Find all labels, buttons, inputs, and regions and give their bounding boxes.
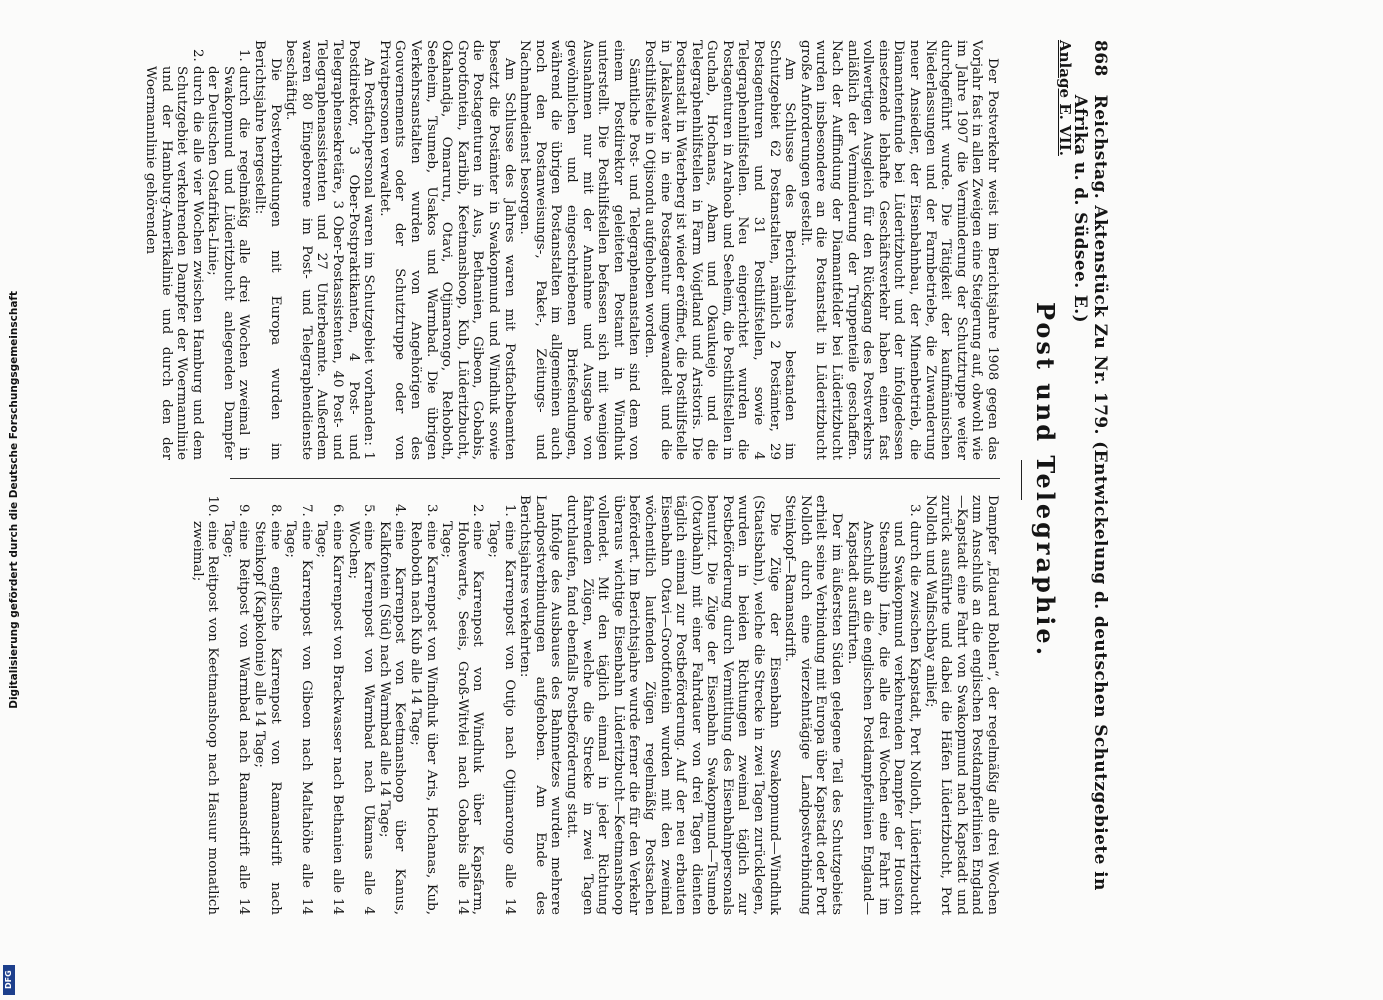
paragraph: Die Züge der Eisenbahn Swakopmund—Windhuk (Staatsbahn), welche die Strecke in zwei Tagen zurücklegen, wurden in beiden Richtungen zweimal täglich zur Postbeförderung durch Vermittlung des Eisenbahnpersonals benutzt. Die Züge der Eisenbahn Swakopmund—Tsumeb (Otavibahn) mit einer Fahrdauer von drei Tagen dienten täglich einmal zur Postbeförderung. Auf der neu erbauten Eisenbahn Otavi—Grootfontein wurden mit den zweimal wöchentlich laufenden Zügen regelmäßig Postsachen befördert. Im Berichtsjahre wurde ferner die für den Verkehr überaus wichtige Eisenbahn Lüderitzbucht—Keetmanshoop vollendet. Mit den täglich einmal in jeder Richtung fahrenden Zügen, welche die Strecke in zwei Tagen durchlaufen, fand ebenfalls Postbeförderung statt. [563,495,782,915]
running-head [1070,40,1110,920]
paragraph: Die Postverbindungen mit Europa wurden im Berichtsjahre hergestellt: [252,40,283,460]
mail-connection-list [142,40,251,460]
list-item: 3. durch die zwischen Kapstadt, Port Nolloth, Lüderitzbucht und Swakopmund verkehrenden Dampfer der Houston Steamship Line, die alle drei Wochen eine Fahrt im Anschluß an die englischen Postdampferlinien England—Kapstadt ausführten. [844,521,922,915]
column-divider [230,478,1000,479]
list-item: 7. eine Karrenpost von Gibeon nach Maltahöhe alle 14 Tage; [283,521,314,915]
land-post-list [189,495,516,915]
list-item: 5. eine Karrenpost von Warmbad nach Ukamas alle 4 Wochen; [345,521,376,915]
list-item: 3. eine Karrenpost von Windhuk über Aris, Hochanas, Kub, Rehoboth nach Kub alle 14 Tage; [407,521,438,915]
document-page [70,20,1110,940]
annex-label: Anlage E. VII. [1056,40,1074,156]
mail-connection-list-continued [844,495,922,915]
paragraph: An Postfachpersonal waren im Schutzgebiet vorhanden: 1 Postdirektor, 3 Ober-Postpraktikanten, 4 Post- und Telegraphensekretäre, 3 Ober-Postassistenten, 40 Post- und Telegraphenassistenten und 27 Unterbeamte. Außerdem waren 80 Eingeborene im Post- und Telegraphendienste beschäftigt. [283,40,377,460]
title-rule [1021,460,1022,500]
list-item: 2. durch die alle vier Wochen zwischen Hamburg und dem Schutzgebiet verkehrenden Dampfer der Woermannlinie und der Hamburg-Amerikalinie und durch den der Woermannlinie gehörenden [142,66,204,460]
list-item: 1. durch die regelmäßig alle drei Wochen zweimal in Swakopmund und Lüderitzbucht anlegenden Dampfer der Deutschen Ostafrika-Linie; [205,66,252,460]
section-title: Post und Telegraphie. [1031,301,1060,659]
paragraph: Der im äußersten Süden gelegene Teil des Schutzgebiets erhielt seine Verbindung mit Europa über Kapstadt oder Port Nolloth durch eine vierzehntägige Landpostverbindung Steinkopf—Ramansdrift. [782,495,845,915]
list-item: 10. eine Reitpost von Keetmanshoop nach Hasuur monatlich zweimal; [189,521,220,915]
paragraph: Sämtliche Post- und Telegraphenanstalten sind dem von einem Postdirektor geleiteten Postamt in Windhuk unterstellt. Die Posthilfstellen befassen sich mit wenigen Ausnahmen nur mit der Annahme und Ausgabe von gewöhnlichen und eingeschriebenen Briefsendungen, während die übrigen Postanstalten im allgemeinen auch noch den Postanweisungs-, Paket-, Zeitungs- und Nachnahmedienst besorgen. [517,40,642,460]
digitization-credit [4,0,24,1000]
page-number: 868 [1090,40,1110,77]
list-item: 1. eine Karrenpost von Outjo nach Otjimarongo alle 14 Tage; [485,521,516,915]
paragraph-continuation: Dampfer „Eduard Bohlen“, der regelmäßig alle drei Wochen zum Anschluß an die englischen Postdampferlinien England—Kapstadt eine Fahrt von Swakopmund nach Kapstadt und zurück ausführte und dabei die Häfen Lüderitzbucht, Port Nolloth und Walfischbay anlief; [922,495,1000,915]
paragraph: Der Postverkehr weist im Berichtsjahre 1908 gegen das Vorjahr fast in allen Zweigen eine Steigerung auf, obwohl wie im Jahre 1907 die Verminderung der Schutztruppe weiter durchgeführt wurde. Die Tätigkeit der kaufmännischen Niederlassungen und der Farmbetriebe, die Zuwanderung neuer Ansiedler, der Eisenbahnbau, der Minenbetrieb, die Diamantenfunde bei Lüderitzbucht und der infolgedessen einsetzende lebhafte Geschäftsverkehr haben einen fast vollwertigen Ausgleich für den Rückgang des Postverkehrs anläßlich der Verminderung der Truppenteile geschaffen. Nach der Auffindung der Diamantfelder bei Lüderitzbucht wurden insbesondere an die Postanstalt in Lüderitzbucht große Anforderungen gestellt. [797,40,1000,460]
list-item: 9. eine Reitpost von Warmbad nach Ramansdrift alle 14 Tage; [220,521,251,915]
running-title: Reichstag. Aktenstück Zu Nr. 179. (Entwickelung d. deutschen Schutzgebiete in Afrika u. d. Südsee. E.) [1070,94,1110,891]
left-column [100,40,1000,460]
credit-text: Digitalisierung gefördert durch die Deutsche Forschungsgemeinschaft [8,291,20,709]
right-column [100,495,1000,915]
list-item: 6. eine Karrenpost von Brackwasser nach Bethanien alle 14 Tage; [314,521,345,915]
list-item: 2. eine Karrenpost von Windhuk über Kapsfarm, Hohewarte, Seeis, Groß-Witvlei nach Gobabis alle 14 Tage; [439,521,486,915]
dfg-logo: DFG [3,965,15,995]
paragraph: Infolge des Ausbaues des Bahnnetzes wurden mehrere Landpostverbindungen aufgehoben. Am Ende des Berichtsjahres verkehrten: [517,495,564,915]
paragraph: Am Schlusse des Jahres waren mit Postfachbeamten besetzt die Postämter in Swakopmund und Windhuk sowie die Postagenturen in Aus, Bethanien, Gibeon, Gobabis, Grootfontein, Karibib, Keetmanshoop, Kub, Lüderitzbucht, Okahandja, Omaruru, Otavi, Otjimarongo, Rehoboth, Seeheim, Tsumeb, Usakos und Warmbad. Die übrigen Verkehrsanstalten wurden von Angehörigen des Gouvernements oder der Schutztruppe oder von Privatpersonen verwaltet. [376,40,517,460]
list-item: 8. eine englische Karrenpost von Ramansdrift nach Steinkopf (Kapkolonie) alle 14 Tage; [252,521,283,915]
list-item: 4. eine Karrenpost von Keetmanshoop über Kanus, Kalkfontein (Süd) nach Warmbad alle 14 Tage; [376,521,407,915]
paragraph: Am Schlusse des Berichtsjahres bestanden im Schutzgebiet 62 Postanstalten, nämlich 2 Postämter, 29 Postagenturen und 31 Posthilfstellen, sowie 4 Telegraphenhilfstellen. Neu eingerichtet wurden die Postagenturen in Arahoab und Seeheim, die Posthilfstellen in Guchab, Hochanas, Abam und Okaukuejo und die Telegraphenhilfstellen in Farm Voigtland und Aristoris. Die Postanstalt in Waterberg ist wieder eröffnet, die Posthilfstelle in Jakalswater in eine Postagentur umgewandelt und die Posthilfstelle in Otjisondu aufgehoben worden. [641,40,798,460]
